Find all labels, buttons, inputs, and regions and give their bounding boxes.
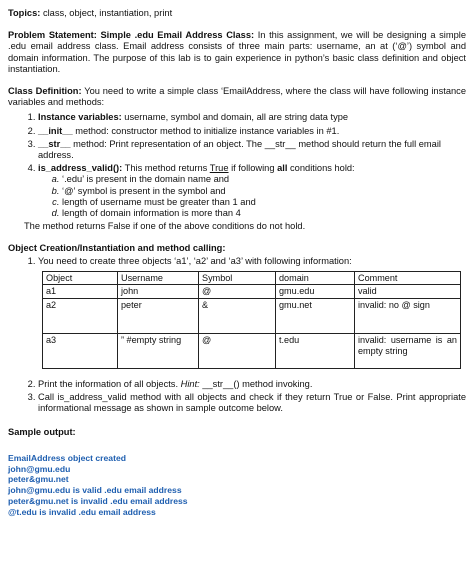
problem-label: Problem Statement: Simple .edu Email Address Class:	[8, 30, 255, 41]
class-def-label: Class Definition:	[8, 86, 82, 97]
table-cell: @	[199, 285, 276, 299]
table-header: Comment	[355, 271, 461, 285]
method-name: __str__	[38, 138, 71, 149]
method-desc: method: Print representation of an object. The __str__ method should return the full email address.	[38, 138, 441, 161]
table-row	[43, 285, 461, 299]
list-item	[38, 139, 466, 161]
table-cell: peter	[118, 299, 199, 334]
method-desc: method: constructor method to initialize instance variables in #1.	[72, 125, 340, 136]
table-header: Object	[43, 271, 118, 285]
sample-line: john@gmu.edu is valid .edu email address	[8, 485, 182, 496]
list-item: 1. You need to create three objects ‘a1’, ‘a2’ and ‘a3’ with following information:	[38, 256, 466, 267]
sample-label: Sample output:	[8, 426, 76, 437]
method-list	[8, 112, 466, 219]
bold-all: all	[277, 163, 288, 174]
table-cell: gmu.edu	[276, 285, 355, 299]
method-desc: username, symbol and domain, all are string data type	[121, 112, 349, 123]
problem-statement	[8, 30, 466, 75]
step-text: Print the information of all objects.	[38, 379, 181, 390]
table-cell: ” #empty string	[118, 334, 199, 369]
method-name: Instance variables:	[38, 112, 122, 123]
sample-line: peter&gmu.net is invalid .edu email address	[8, 496, 188, 507]
table-cell: valid	[355, 285, 461, 299]
step-text: __str__() method invoking.	[199, 379, 313, 390]
table-cell: invalid: no @ sign	[355, 299, 461, 334]
problem-text: In this assignment, we will be designing a simple .edu email address class. Email address consists of three main parts: username, an at (‘@’) symbol and domain information. The purpose of this lab is to gain experience in python’s basic class definition and object instantiation.	[8, 30, 466, 74]
table-cell: a1	[43, 285, 118, 299]
table-row	[43, 299, 461, 334]
condition-item: b. ‘@’ symbol is present in the symbol and	[62, 186, 466, 197]
creation-label: Object Creation/Instantiation and method calling:	[8, 243, 226, 254]
table-cell: t.edu	[276, 334, 355, 369]
table-cell: gmu.net	[276, 299, 355, 334]
list-item	[38, 379, 466, 390]
condition-item: d. length of domain information is more than 4	[62, 208, 466, 219]
table-row	[43, 334, 461, 369]
table-cell: @	[199, 334, 276, 369]
class-def-text: You need to write a simple class ‘EmailAddress, where the class will have following instance variables and methods:	[8, 86, 466, 108]
sample-line: @t.edu is invalid .edu email address	[8, 506, 156, 517]
topics-label: Topics:	[8, 8, 41, 18]
creation-list	[8, 256, 466, 267]
class-definition	[8, 86, 466, 108]
table-cell: &	[199, 299, 276, 334]
objects-table	[42, 271, 461, 369]
creation-heading	[8, 243, 466, 254]
condition-item: a. ‘.edu’ is present in the domain name and	[62, 174, 466, 185]
condition-item: c. length of username must be greater than 1 and	[62, 197, 466, 208]
hint-label: Hint:	[180, 379, 200, 390]
method-name: __init__	[38, 125, 73, 136]
sample-line: john@gmu.edu	[8, 463, 71, 474]
sample-line: peter&gmu.net	[8, 474, 69, 485]
condition-list	[38, 174, 466, 219]
underlined-true: True	[209, 163, 229, 174]
table-cell: john	[118, 285, 199, 299]
method-name: is_address_valid():	[38, 163, 123, 174]
sample-line: EmailAddress object created	[8, 452, 126, 463]
topics-line	[8, 8, 466, 19]
steps-list	[8, 379, 466, 415]
table-header: Symbol	[199, 271, 276, 285]
table-header-row	[43, 271, 461, 285]
list-item	[38, 163, 466, 219]
sample-output	[8, 453, 466, 518]
list-item	[38, 126, 466, 137]
method-desc: if following	[228, 163, 278, 174]
list-item: 3. Call is_address_valid method with all objects and check if they return True or False. Print appropriate informational message as shown in sample outcome below.	[38, 392, 466, 414]
table-cell: a2	[43, 299, 118, 334]
false-note: The method returns False if one of the above conditions do not hold.	[24, 221, 306, 232]
table-header: domain	[276, 271, 355, 285]
method-desc: This method returns	[122, 163, 210, 174]
method-desc: conditions hold:	[287, 163, 355, 174]
topics-text: class, object, instantiation, print	[40, 8, 173, 18]
list-item	[38, 112, 466, 123]
sample-heading	[8, 427, 466, 438]
table-cell: invalid: username is an empty string	[355, 334, 461, 369]
table-cell: a3	[43, 334, 118, 369]
table-header: Username	[118, 271, 199, 285]
